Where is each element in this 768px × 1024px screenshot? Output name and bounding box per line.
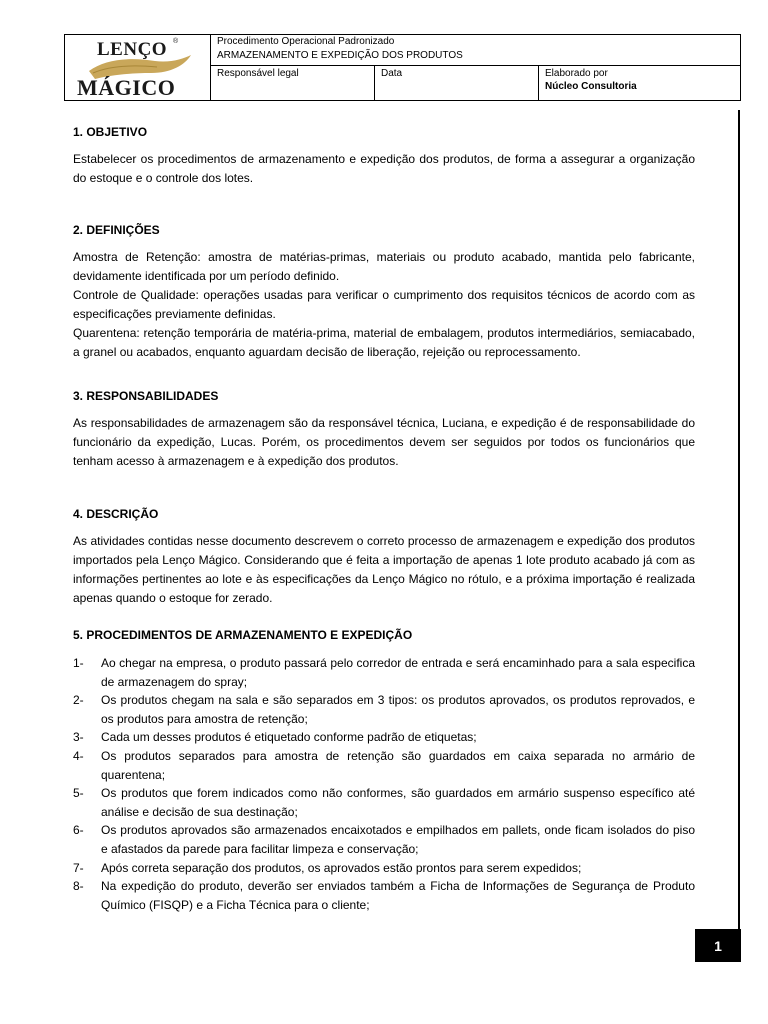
definition-term: Quarentena:	[73, 326, 140, 340]
list-item-text: Os produtos que forem indicados como não conformes, são guardados em armário suspenso específico até análise e decisão de sua destinação;	[101, 786, 695, 819]
definition-controle	[73, 286, 695, 324]
list-item	[73, 747, 695, 784]
section-title-procedimentos: 5. PROCEDIMENTOS DE ARMAZENAMENTO E EXPEDIÇÃO	[73, 628, 413, 642]
logo-registered-mark: ®	[173, 38, 179, 45]
elaborado-cell	[539, 66, 740, 100]
section-title-responsabilidades: 3. RESPONSABILIDADES	[73, 389, 219, 403]
list-item-text: Os produtos chegam na sala e são separados em 3 tipos: os produtos aprovados, os produtos reprovados, e os produtos para amostra de retenção;	[101, 693, 695, 726]
section-title-definicoes: 2. DEFINIÇÕES	[73, 223, 160, 237]
definition-quarentena	[73, 324, 695, 362]
list-item-text: Ao chegar na empresa, o produto passará pelo corredor de entrada e será encaminhado para a sala especifica de armazenagem do spray;	[101, 656, 695, 689]
elaborado-value: Núcleo Consultoria	[545, 81, 637, 92]
list-item-text: Os produtos aprovados são armazenados encaixotados e empilhados em pallets, onde ficam isolados do piso e afastados da parede para facilitar limpeza e conservação;	[101, 823, 695, 856]
page-number: 1	[714, 937, 722, 954]
section-title-descricao: 4. DESCRIÇÃO	[73, 507, 159, 521]
definition-amostra	[73, 248, 695, 286]
list-item-text: Na expedição do produto, deverão ser enviados também a Ficha de Informações de Segurança de Produto Químico (FISQP) e a Ficha Técnica para o cliente;	[101, 879, 695, 912]
procedimentos-list	[73, 654, 695, 914]
responsabilidades-text: As responsabilidades de armazenagem são da responsável técnica, Luciana, e expedição é de responsabilidade do funcionário da expedição, Lucas. Porém, os procedimentos devem ser seguidos por todos os funcionários que tenham acesso à armazenagem e à expedição dos produtos.	[73, 416, 695, 468]
logo-text-top: LENÇO	[97, 39, 168, 60]
list-item	[73, 728, 695, 747]
list-item	[73, 784, 695, 821]
list-item-number: 3-	[73, 730, 84, 745]
definicoes-text	[73, 248, 695, 362]
data-label: Data	[381, 68, 403, 79]
list-item-text: Os produtos separados para amostra de retenção são guardados em caixa separada no armário de quarentena;	[101, 748, 695, 782]
right-margin-rule	[738, 110, 740, 932]
list-item-text: Após correta separação dos produtos, os aprovados estão prontos para serem expedidos;	[101, 860, 582, 875]
list-item	[73, 859, 695, 878]
section-title-objetivo: 1. OBJETIVO	[73, 125, 148, 139]
list-item-number: 8-	[73, 879, 84, 894]
list-item-number: 2-	[73, 693, 84, 708]
list-item-text: Cada um desses produtos é etiquetado conforme padrão de etiquetas;	[101, 730, 477, 745]
page-number-badge	[695, 929, 741, 962]
data-cell	[375, 66, 539, 100]
header-table	[64, 34, 741, 101]
list-item-number: 5-	[73, 786, 84, 801]
definition-term: Controle de Qualidade:	[73, 288, 199, 302]
definition-body: amostra de matérias-primas, materiais ou produto acabado, mantida pelo fabricante, devidamente identificada por um período definido.	[73, 250, 695, 283]
definition-body: retenção temporária de matéria-prima, material de embalagem, produtos intermediários, semiacabado, a granel ou acabados, enquanto aguardam decisão de liberação, rejeição ou reprocessamento.	[73, 326, 695, 359]
list-item	[73, 691, 695, 728]
list-item-number: 4-	[73, 748, 84, 763]
list-item	[73, 877, 695, 914]
elaborado-label: Elaborado por	[545, 68, 608, 79]
list-item-number: 6-	[73, 823, 84, 838]
logo-text-bottom: MÁGICO	[77, 75, 176, 100]
responsavel-cell	[211, 66, 375, 100]
responsavel-label: Responsável legal	[217, 68, 299, 79]
doc-title: ARMAZENAMENTO E EXPEDIÇÃO DOS PRODUTOS	[211, 50, 740, 66]
definition-term: Amostra de Retenção:	[73, 250, 201, 264]
doc-type: Procedimento Operacional Padronizado	[217, 36, 395, 47]
descricao-text: As atividades contidas nesse documento descrevem o correto processo de armazenagem e expedição dos produtos importados pela Lenço Mágico. Considerando que é feita a importação de apenas 1 lote produto acabado já com as informações pertinentes ao lote e às especificações da Lenço Mágico no rótulo, e a próxima importação é realizada apenas quando o estoque for zerado.	[73, 534, 695, 605]
list-item	[73, 654, 695, 691]
company-logo	[65, 35, 211, 100]
list-item-number: 1-	[73, 656, 84, 670]
definition-body: operações usadas para verificar o cumprimento dos requisitos técnicos de acordo com as especificações previamente definidas.	[73, 288, 695, 321]
list-item	[73, 821, 695, 858]
list-item-number: 7-	[73, 860, 84, 875]
objetivo-text: Estabelecer os procedimentos de armazenamento e expedição dos produtos, de forma a assegurar a organização do estoque e o controle dos lotes.	[73, 152, 695, 185]
